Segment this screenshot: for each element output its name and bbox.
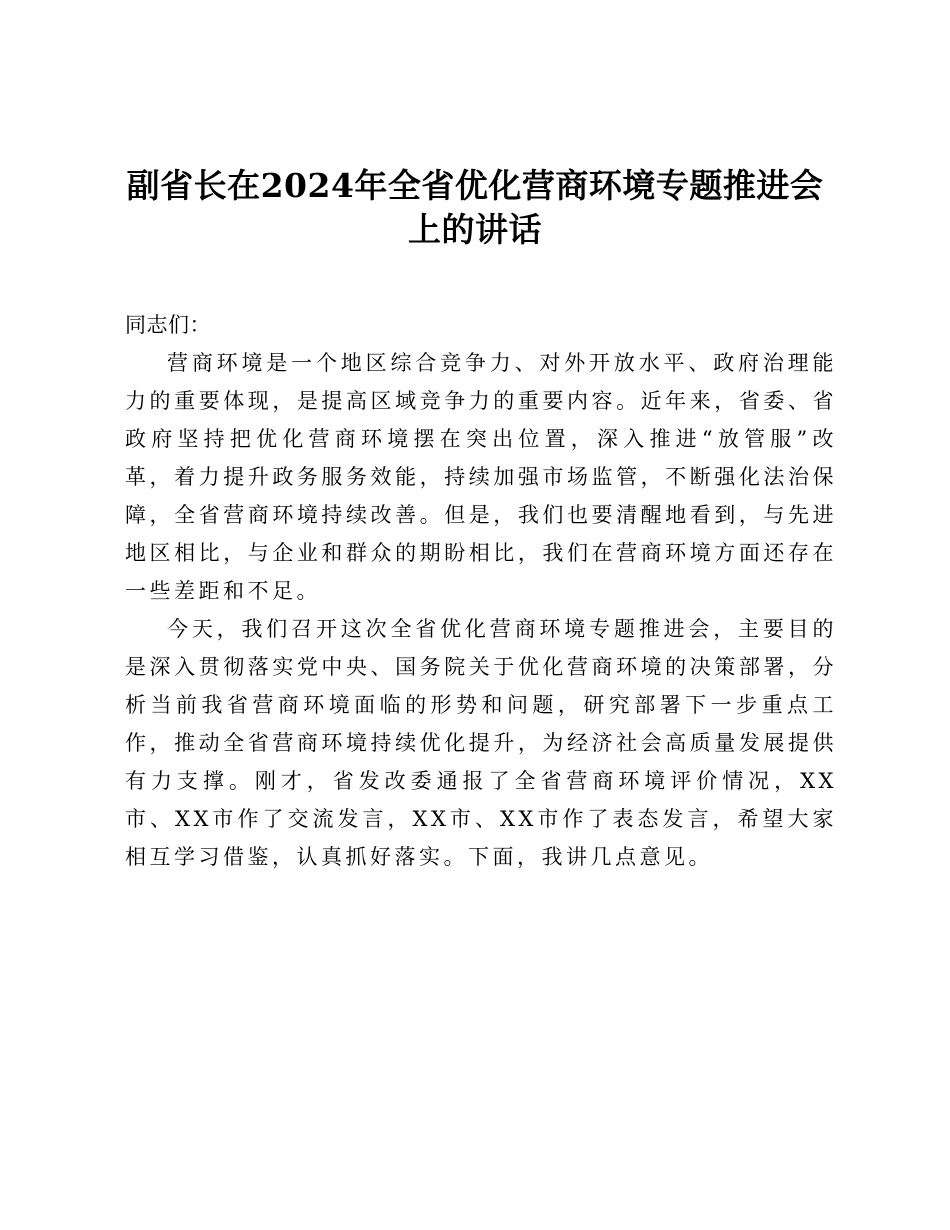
document-title: 副省长在2024年全省优化营商环境专题推进会上的讲话 [126,166,824,249]
document-body [125,306,837,876]
paragraph-1: 营商环境是一个地区综合竞争力、对外开放水平、政府治理能力的重要体现，是提高区域竞争力的重要内容。近年来，省委、省政府坚持把优化营商环境摆在突出位置，深入推进“放管服”改革，着力提升政务服务效能，持续加强市场监管，不断强化法治保障，全省营商环境持续改善。但是，我们也要清醒地看到，与先进地区相比，与企业和群众的期盼相比，我们在营商环境方面还存在一些差距和不足。 [125,351,837,603]
salutation: 同志们： [125,313,211,337]
paragraph-2: 今天，我们召开这次全省优化营商环境专题推进会，主要目的是深入贯彻落实党中央、国务院关于优化营商环境的决策部署，分析当前我省营商环境面临的形势和问题，研究部署下一步重点工作，推动全省营商环境持续优化提升，为经济社会高质量发展提供有力支撑。刚才，省发改委通报了全省营商环境评价情况，XX市、XX市作了交流发言，XX市、XX市作了表态发言，希望大家相互学习借鉴，认真抓好落实。下面，我讲几点意见。 [125,617,837,869]
